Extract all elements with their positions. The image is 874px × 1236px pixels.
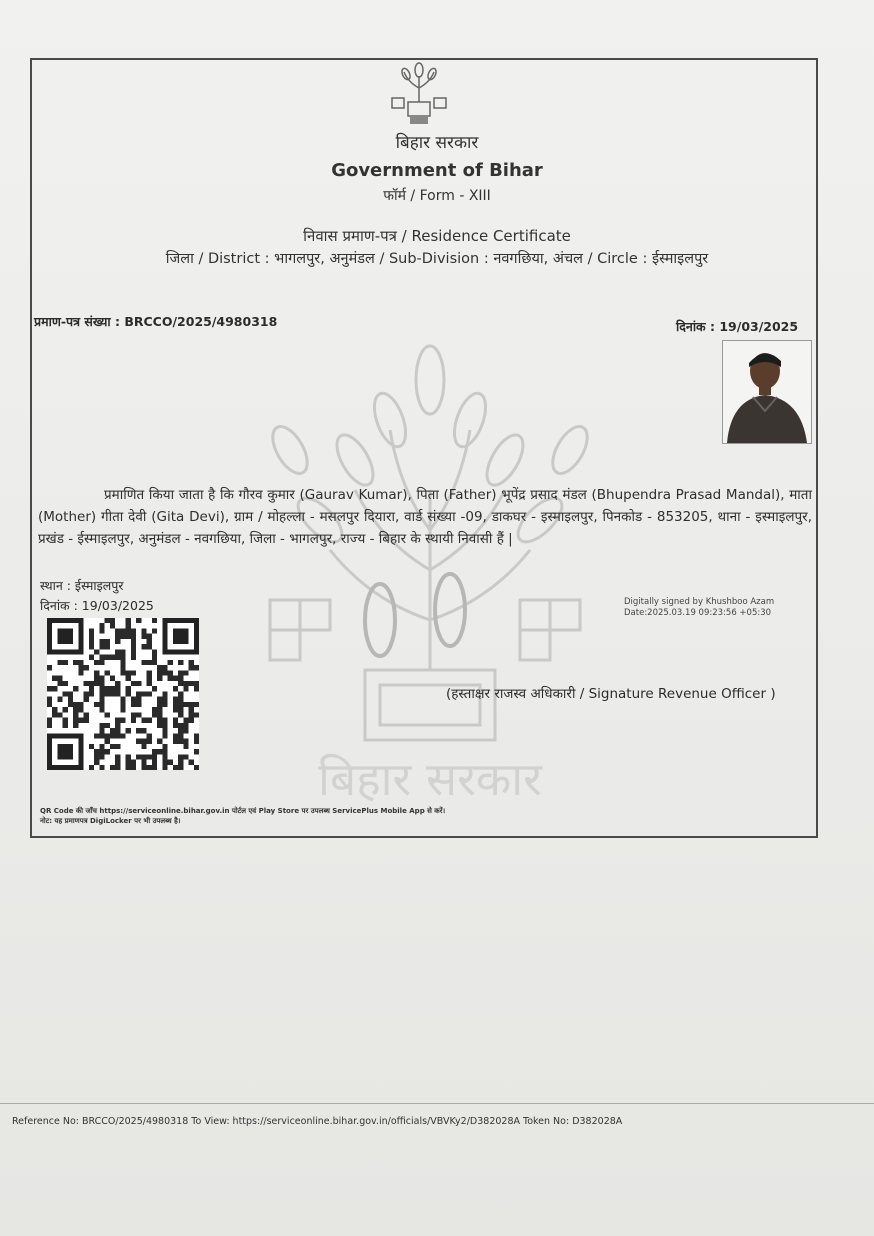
qr-note-line-2: नोट: यह प्रमाणपत्र DigiLocker पर भी उपलब्ध है। [40,817,181,825]
certificate-title: निवास प्रमाण-पत्र / Residence Certificate [303,227,571,245]
digital-signature-block [624,597,774,619]
issue-date-top: दिनांक : 19/03/2025 [676,319,799,334]
district-line: जिला / District : भागलपुर, अनुमंडल / Sub-Division : नवगछिया, अंचल / Circle : ईस्माइलपुर [165,251,709,267]
reference-footer: Reference No: BRCCO/2025/4980318 To View: https://serviceonline.bihar.gov.in/officials/VBVKy2/D382028A Token No: D382028A [12,1116,623,1127]
watermark-text: बिहार सरकार [318,752,542,806]
footer-divider [0,1103,874,1104]
certificate-body-text: प्रमाणित किया जाता है कि गौरव कुमार (Gaurav Kumar), पिता (Father) भूपेंद्र प्रसाद मंडल (Bhupendra Prasad Mandal), माता (Mother) गीता देवी (Gita Devi), ग्राम / मोहल्ला - मसलपुर दियारा, वार्ड संख्या -09, डाकघर - इस्माइलपुर, पिनकोड - 853205, थाना - इस्माइलपुर, प्रखंड - ईस्माइलपुर, अनुमंडल - नवगछिया, जिला - भागलपुर, राज्य - बिहार के स्थायी निवासी हैं | [38,487,812,547]
certificate-number: प्रमाण-पत्र संख्या : BRCCO/2025/4980318 [34,314,278,329]
bihar-state-emblem-icon [386,62,452,126]
bihar-bodhi-tree-watermark-icon [250,340,610,810]
digital-signed-by: Digitally signed by Khushboo Azam [624,597,775,607]
qr-code-icon[interactable] [44,618,202,770]
digital-signed-date: Date:2025.03.19 09:23:56 +05:30 [624,608,772,618]
place: स्थान : ईस्माइलपुर [40,578,124,593]
qr-verification-note [40,806,445,826]
applicant-photo [722,340,812,444]
qr-note-line-1: QR Code की जाँच https://serviceonline.bihar.gov.in पोर्टल एवं Play Store पर उपलब्ध ServicePlus Mobile App से करें। [40,807,446,815]
state-name-hindi: बिहार सरकार [395,133,479,153]
issue-date-bottom: दिनांक : 19/03/2025 [40,598,154,613]
government-title: Government of Bihar [331,160,543,181]
form-number: फॉर्म / Form - XIII [383,188,491,204]
signature-revenue-officer: (हस्ताक्षर राजस्व अधिकारी / Signature Revenue Officer ) [446,686,776,702]
